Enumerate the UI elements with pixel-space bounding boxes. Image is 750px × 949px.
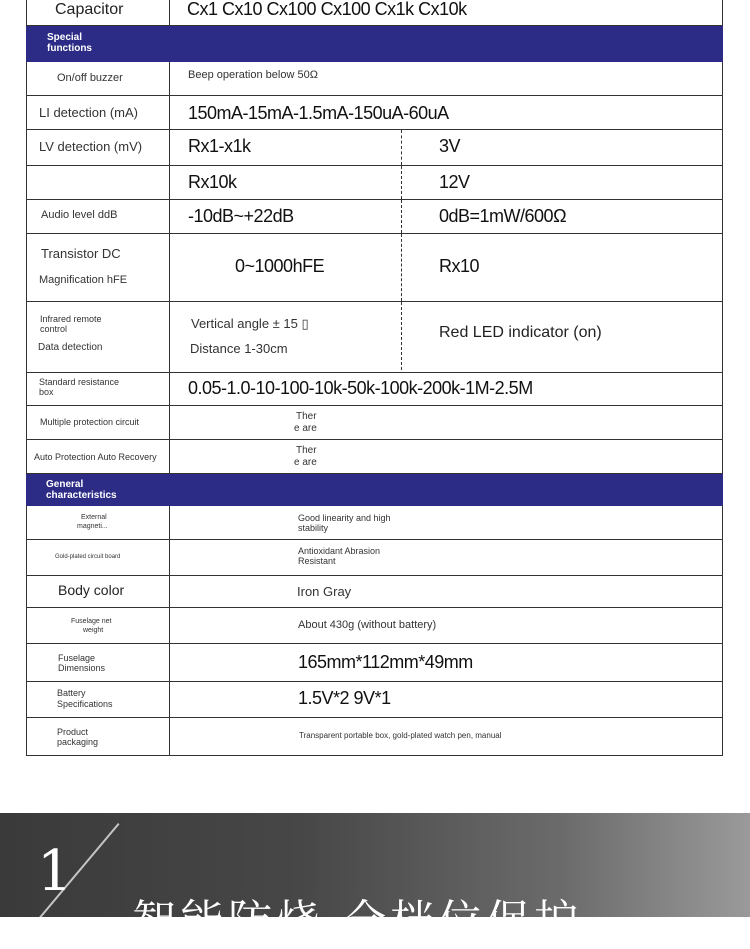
label-transistor-1: Transistor DC xyxy=(41,246,121,261)
value-transistor-range2: Rx10 xyxy=(439,256,480,276)
label-audio: Audio level ddB xyxy=(41,209,118,221)
label-buzzer: On/off buzzer xyxy=(57,72,123,84)
value-lv-range: Rx1-x1k xyxy=(188,136,251,156)
label-battery-2: Specifications xyxy=(57,699,113,709)
banner-title: 智能防烧 全档位保护 xyxy=(132,896,582,947)
row-audio-level xyxy=(26,200,723,234)
row-dimensions xyxy=(26,644,723,682)
label-dimensions-2: Dimensions xyxy=(58,663,106,673)
row-lv-detection-2 xyxy=(26,166,723,200)
band-special-functions xyxy=(26,26,723,62)
label-magnetic-1: External xyxy=(81,514,107,521)
feature-banner xyxy=(0,813,750,947)
label-lv: LV detection (mV) xyxy=(39,139,143,154)
value-transistor-range: 0~1000hFE xyxy=(235,256,325,276)
label-infrared-1: Infrared remote xyxy=(40,314,102,324)
label-transistor-2: Magnification hFE xyxy=(39,274,128,286)
value-packaging: Transparent portable box, gold-plated watch pen, manual xyxy=(299,731,502,740)
value-goldboard-1: Antioxidant Abrasion xyxy=(298,546,381,556)
value-auto-1: Ther xyxy=(296,445,317,456)
row-body-color xyxy=(26,576,723,608)
row-packaging xyxy=(26,718,723,756)
value-protection-1: Ther xyxy=(296,411,317,422)
row-transistor xyxy=(26,234,723,302)
value-body-color: Iron Gray xyxy=(297,584,352,599)
row-protection xyxy=(26,406,723,440)
row-lv-detection xyxy=(26,130,723,166)
value-li: 150mA-15mA-1.5mA-150uA-60uA xyxy=(188,103,449,123)
label-auto: Auto Protection Auto Recovery xyxy=(34,452,157,462)
band-general-characteristics xyxy=(26,474,723,506)
value-lv2-range: Rx10k xyxy=(188,172,237,192)
value-buzzer: Beep operation below 50Ω xyxy=(188,69,318,81)
row-net-weight xyxy=(26,608,723,644)
label-capacitor: Capacitor xyxy=(55,1,124,18)
label-packaging-2: packaging xyxy=(57,737,99,747)
value-lv-voltage: 3V xyxy=(439,136,461,156)
value-capacitor: Cx1 Cx10 Cx100 Cx100 Cx1k Cx10k xyxy=(187,0,467,19)
label-packaging-1: Product xyxy=(57,727,89,737)
band-special-label: Special functions xyxy=(47,32,92,54)
band-general-label: General characteristics xyxy=(46,479,117,501)
value-infrared-angle: Vertical angle ± 15 ▯ xyxy=(191,316,309,331)
label-resbox-1: Standard resistance xyxy=(39,377,120,387)
label-infrared-2: control xyxy=(40,324,68,334)
label-goldboard: Gold-plated circuit board xyxy=(55,554,121,560)
value-magnetic-2: stability xyxy=(298,523,329,533)
label-protection: Multiple protection circuit xyxy=(40,417,140,427)
value-audio-ref: 0dB=1mW/600Ω xyxy=(439,206,567,226)
value-magnetic-1: Good linearity and high xyxy=(298,513,391,523)
row-auto-protection xyxy=(26,440,723,474)
label-infrared-3: Data detection xyxy=(38,342,103,353)
label-weight-1: Fuselage net xyxy=(71,618,112,625)
banner-number: 1 xyxy=(37,839,73,904)
row-resistance-box xyxy=(26,373,723,406)
value-resbox: 0.05-1.0-10-100-10k-50k-100k-200k-1M-2.5M xyxy=(188,378,533,398)
label-body-color: Body color xyxy=(58,582,125,598)
value-protection-2: e are xyxy=(294,423,317,434)
value-auto-2: e are xyxy=(294,457,317,468)
row-buzzer xyxy=(26,62,723,96)
row-gold-board xyxy=(26,540,723,576)
row-battery xyxy=(26,682,723,718)
label-weight-2: weight xyxy=(83,627,104,634)
value-lv2-voltage: 12V xyxy=(439,172,470,192)
row-li-detection xyxy=(26,96,723,130)
row-infrared xyxy=(26,302,723,373)
value-audio-range: -10dB~+22dB xyxy=(188,206,294,226)
value-battery: 1.5V*2 9V*1 xyxy=(298,688,391,708)
value-weight: About 430g (without battery) xyxy=(298,619,437,631)
label-magnetic-2: magneti... xyxy=(77,523,108,530)
label-battery-1: Battery xyxy=(57,688,86,698)
value-goldboard-2: Resistant xyxy=(298,556,336,566)
value-dimensions: 165mm*112mm*49mm xyxy=(298,652,473,672)
label-li: LI detection (mA) xyxy=(39,105,138,120)
row-capacitor xyxy=(26,0,723,26)
label-resbox-2: box xyxy=(39,387,54,397)
value-infrared-led: Red LED indicator (on) xyxy=(439,324,602,341)
row-external-magnetic xyxy=(26,506,723,540)
value-infrared-distance: Distance 1-30cm xyxy=(190,341,288,356)
label-dimensions-1: Fuselage xyxy=(58,653,96,663)
